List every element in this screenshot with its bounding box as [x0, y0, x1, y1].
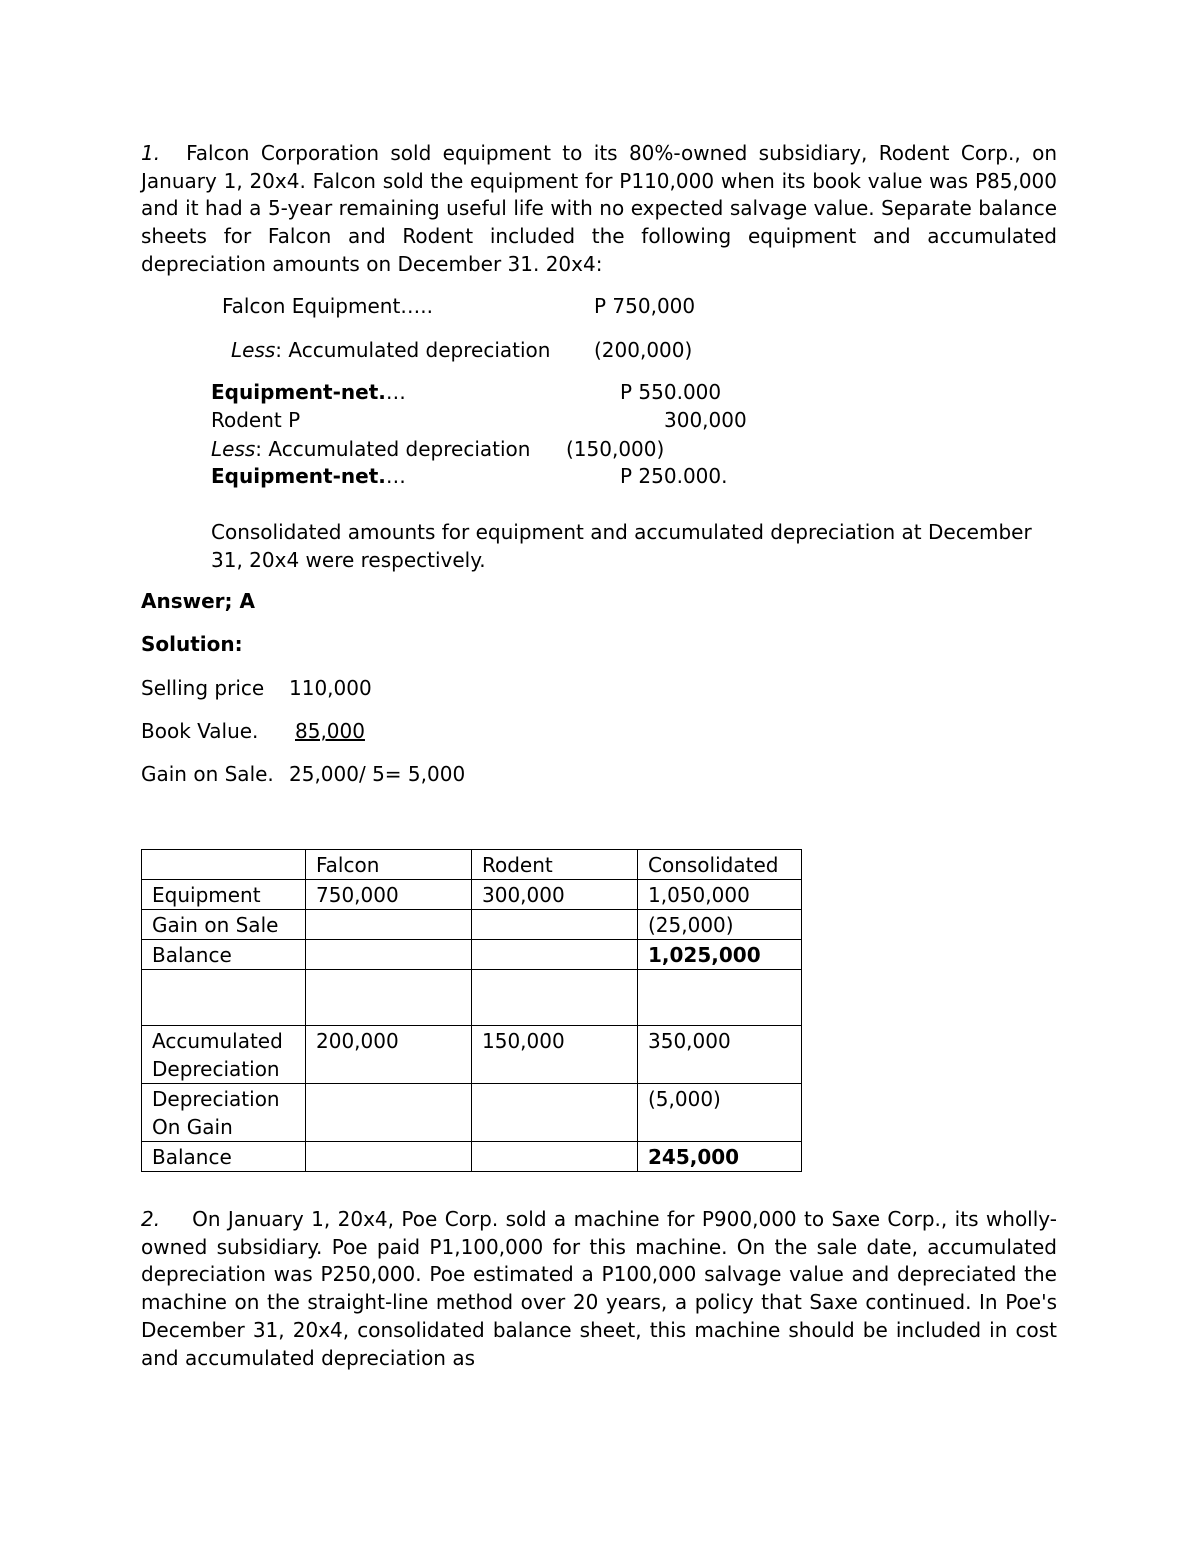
- book-value-label: Book Value.: [141, 719, 259, 743]
- table-row: [142, 1026, 802, 1084]
- falcon-net-dots: …: [385, 380, 406, 404]
- table-cell: Accumulated Depreciation: [142, 1026, 306, 1084]
- table-cell: (25,000): [638, 910, 802, 940]
- consolidation-table: [141, 849, 802, 1172]
- falcon-less-word: Less: [231, 338, 276, 362]
- table-header-cell: Falcon: [306, 850, 472, 880]
- table-cell: Equipment: [142, 880, 306, 910]
- gain-value: 25,000/ 5= 5,000: [289, 762, 466, 786]
- table-header-cell: Consolidated: [638, 850, 802, 880]
- table-header-cell: Rodent: [472, 850, 638, 880]
- rodent-net-value: P 250.000.: [620, 464, 728, 488]
- table-header-cell: [142, 850, 306, 880]
- table-cell: [472, 970, 638, 1026]
- answer-line: Answer; A: [141, 589, 255, 613]
- gain-label: Gain on Sale.: [141, 762, 274, 786]
- rodent-value: 300,000: [664, 408, 747, 432]
- rodent-less-value: (150,000): [566, 437, 665, 461]
- table-header-row: [142, 850, 802, 880]
- table-row: [142, 910, 802, 940]
- question-2: [141, 1206, 1057, 1372]
- table-cell: [306, 1142, 472, 1172]
- table-cell: Depreciation On Gain: [142, 1084, 306, 1142]
- table-cell: [472, 1142, 638, 1172]
- rodent-net-line: [211, 464, 406, 488]
- table-cell: 200,000: [306, 1026, 472, 1084]
- rodent-label: Rodent P: [211, 408, 301, 432]
- table-cell: (5,000): [638, 1084, 802, 1142]
- table-cell-total: 245,000: [638, 1142, 802, 1172]
- falcon-less-value: (200,000): [594, 338, 693, 362]
- table-row: [142, 1142, 802, 1172]
- question-2-text: On January 1, 20x4, Poe Corp. sold a machine for P900,000 to Saxe Corp., its wholly-owned subsidiary. Poe paid P1,100,000 for this machine. On the sale date, accumulated depreciation was P250,000. Poe estimated a P100,000 salvage value and depreciated the machine on the straight-line method over 20 years, a policy that Saxe continued. In Poe's December 31, 20x4, consolidated balance sheet, this machine should be included in cost and accumulated depreciation as: [141, 1207, 1057, 1370]
- table-cell: [638, 970, 802, 1026]
- table-cell: 150,000: [472, 1026, 638, 1084]
- table-row: [142, 940, 802, 970]
- table-cell: 300,000: [472, 880, 638, 910]
- table-cell: 350,000: [638, 1026, 802, 1084]
- table-row: [142, 880, 802, 910]
- table-cell: [306, 1084, 472, 1142]
- question-1: [141, 140, 1057, 279]
- falcon-equipment-label: Falcon Equipment…..: [222, 294, 434, 318]
- table-cell: [472, 940, 638, 970]
- table-cell: [306, 910, 472, 940]
- table-row: [142, 1084, 802, 1142]
- falcon-net-value: P 550.000: [620, 380, 722, 404]
- selling-price-value: 110,000: [289, 676, 372, 700]
- rodent-less-line: [211, 437, 530, 461]
- table-cell: 750,000: [306, 880, 472, 910]
- table-cell: Balance: [142, 1142, 306, 1172]
- solution-label: Solution:: [141, 632, 243, 656]
- table-cell: [472, 1084, 638, 1142]
- table-cell: [142, 970, 306, 1026]
- falcon-equipment-value: P 750,000: [594, 294, 696, 318]
- falcon-net-label: Equipment-net.: [211, 380, 386, 404]
- table-cell: Balance: [142, 940, 306, 970]
- question-1-number: 1.: [141, 141, 161, 165]
- question-text: Consolidated amounts for equipment and accumulated depreciation at December 31, 20x4 were respectively.: [211, 520, 1032, 572]
- book-value-value: 85,000: [295, 719, 365, 743]
- falcon-less-rest: : Accumulated depreciation: [275, 338, 551, 362]
- table-cell: 1,050,000: [638, 880, 802, 910]
- rodent-less-word: Less: [211, 437, 256, 461]
- table-cell: [306, 970, 472, 1026]
- table-cell-total: 1,025,000: [638, 940, 802, 970]
- rodent-less-rest: : Accumulated depreciation: [255, 437, 531, 461]
- falcon-less-line: [231, 338, 550, 362]
- table-cell: [306, 940, 472, 970]
- table-row-empty: [142, 970, 802, 1026]
- table-cell: [472, 910, 638, 940]
- table-cell: Gain on Sale: [142, 910, 306, 940]
- rodent-net-label: Equipment-net.: [211, 464, 386, 488]
- falcon-net-line: [211, 380, 406, 404]
- rodent-net-dots: …: [385, 464, 406, 488]
- question-2-number: 2.: [141, 1207, 161, 1231]
- selling-price-label: Selling price: [141, 676, 265, 700]
- question-1-text: Falcon Corporation sold equipment to its 80%-owned subsidiary, Rodent Corp., on January 1, 20x4. Falcon sold the equipment for P110,000 when its book value was P85,000 and it had a 5-year remaining useful life with no expected salvage value. Separate balance sheets for Falcon and Rodent included the following equipment and accumulated depreciation amounts on December 31. 20x4:: [141, 141, 1057, 276]
